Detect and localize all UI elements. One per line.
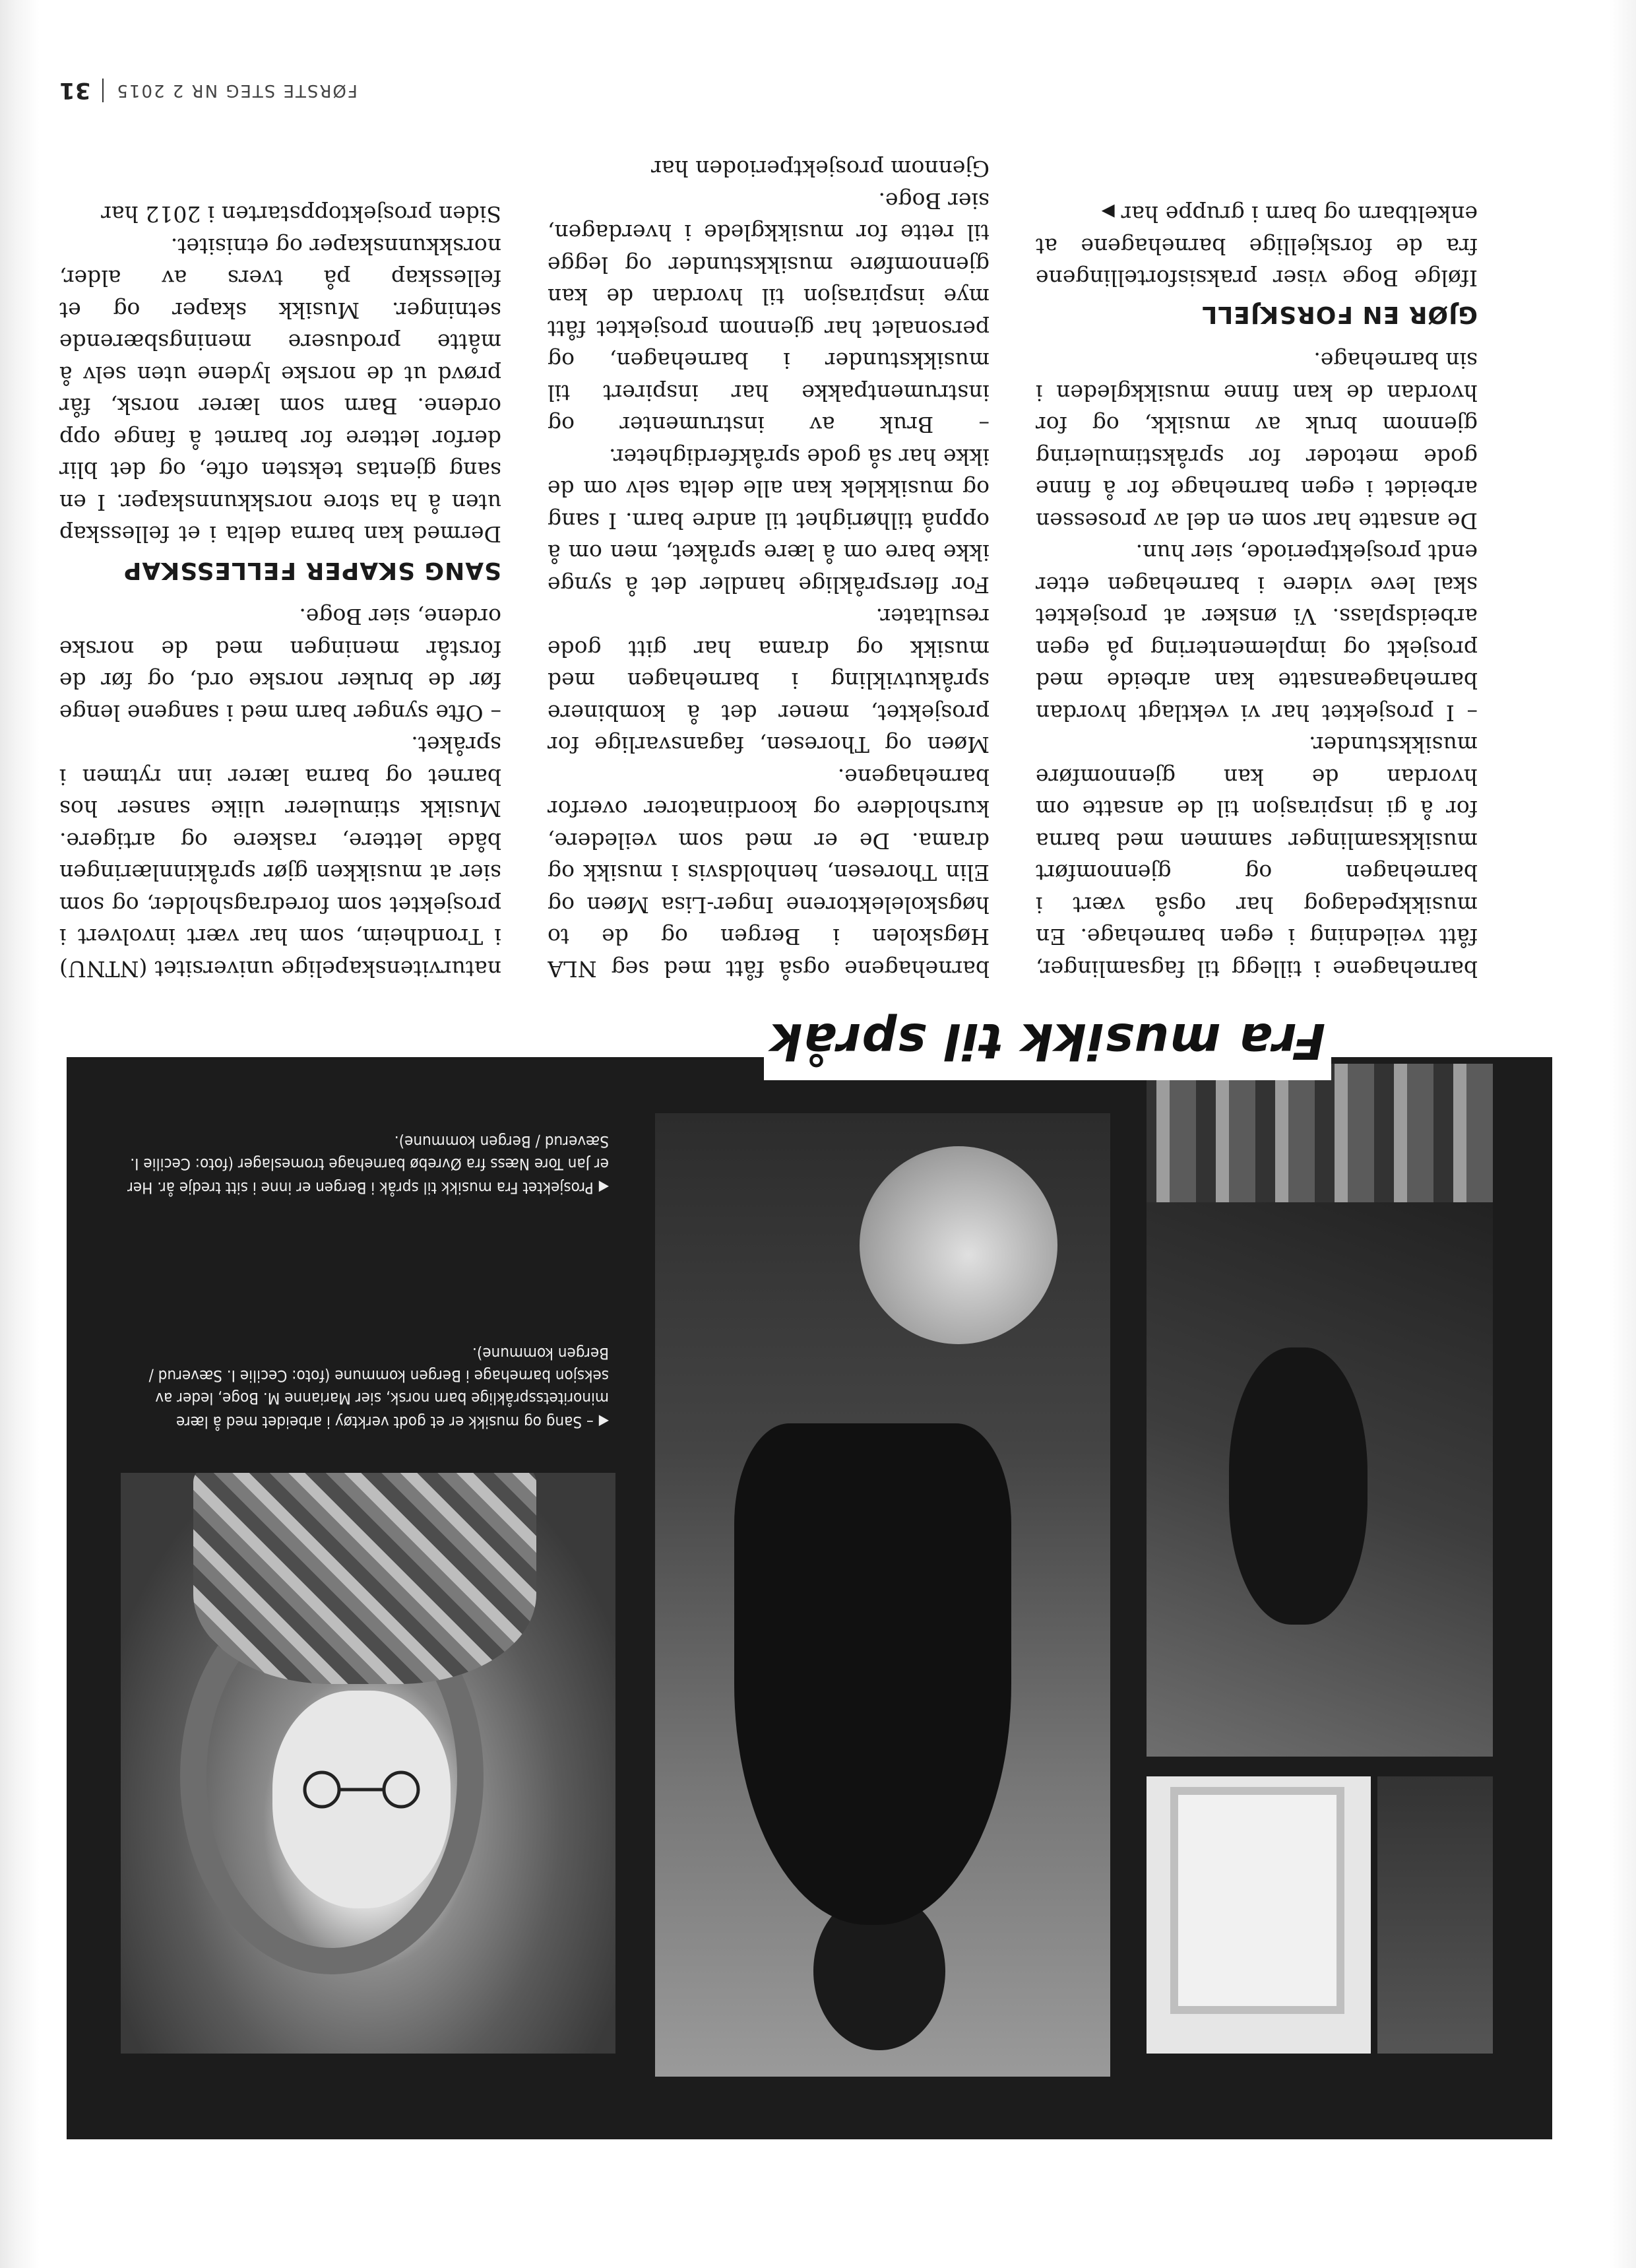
photo-instruments-row (1147, 1064, 1493, 1202)
footer-divider (102, 79, 104, 102)
footer-label: FØRSTE STEG NR 2 2015 (115, 81, 358, 100)
paragraph-text: Ifølge Boge viser praksisfortellingene fra de forskjellige barnehagene at enkeltbarn og barn i gruppe har (1036, 201, 1478, 292)
article-column-1 (1036, 133, 1478, 985)
scan-edge-shadow-left (1610, 0, 1636, 2268)
page-number: 31 (59, 77, 91, 104)
paragraph: Dermed kan barna delta i et fellesskap uten å ha store norskkunnskaper. I en sang gjentas teksten ofte, og det blir derfor lettere for barnet å fange opp ordene. Barn som lærer norsk, får prøvd ut de norske lydene uten selv å måtte produsere meningsbærende setninger. Musikk skaper og et fellesskap på tvers av alder, norskkunnskaper og etnisitet. (59, 234, 501, 548)
photo-wall-dark (1377, 1776, 1493, 2054)
woman-scarf (193, 1473, 536, 1684)
paragraph: barnehagene i tillegg til fagsamlinger, fått veiledning i egen barnehage. En musikkpedagog har også vært i barnehagen og gjennomført musikksamlinger sammen med barna for å gi inspirasjon til de ansatte om hvordan de kan gjennomføre musikkstunder. (1036, 732, 1478, 982)
paragraph: Gjennom prosjektperioden har (651, 156, 990, 182)
section-heading: GJØR EN FORSKJELL (1201, 301, 1478, 328)
headline: Fra musikk til språk (769, 1012, 1326, 1069)
paragraph: – Bruk av instrumenter og instrumentpakke har inspirert til musikkstunder i barnehagen, og personalet har gjennom prosjektet fått mye inspirasjon til hvordan de kan gjennomføre musikkstunder og legge til rette for musikkglede i hverdagen, sier Boge. (548, 188, 990, 438)
headline-box (764, 1001, 1331, 1080)
article-column-2 (548, 133, 990, 985)
paragraph: De ansatte har som en del av prosessen arbeidet i egen barnehage for å finne gode metoder for språkstimulering gjennom bruk av musikk, og for hvordan de kan finne musikkgleden i sin barnehage. (1036, 348, 1478, 534)
photo-band (67, 1012, 1552, 2139)
picture-frame-inner (1170, 1787, 1344, 2014)
caption-project-text: Prosjektet Fra musikk til språk i Bergen er inne i sitt tredje år. Her er Jan Tore Næss fra Øvrebø barnehage tromeslager (foto: Cecilie I. Sæverud / Bergen kommune). (127, 1132, 609, 1197)
paragraph: Siden prosjektoppstarten i 2012 har (101, 201, 501, 228)
caption-project (121, 1130, 609, 1199)
paragraph (1036, 196, 1478, 294)
photo-child-with-drum (655, 1113, 1110, 2077)
caption-triangle-icon: ◀ (598, 1179, 609, 1195)
photo-marianne-boge (121, 1473, 615, 2054)
paragraph: barnehagene også fått med seg NLA Høgskolen i Bergen og de to høgskolelektorene Inger-Lisa Møen og Elin Thoresen, henholdsvis i musikk og drama. De er med som veiledere, kursholdere og koordinatorer overfor barnehagene. (548, 764, 990, 982)
child-body (734, 1423, 1011, 1925)
caption-woman (121, 1342, 609, 1433)
section-heading: SANG SKAPER FELLESSKAP (123, 557, 501, 584)
caption-woman-text: – Sang og musikk er et godt verktøy i arbeidet med å lære minoritetsspråklige barn norsk, sier Marianne M. Boge, leder av seksjon barnehage i Bergen kommune (foto: Cecilie I. Sæverud / Bergen kommune). (148, 1344, 609, 1431)
paragraph: – I prosjektet har vi vektlagt hvordan barnehageansatte kan arbeide med prosjekt og implementering på egen arbeidsplass. Vi ønsker at prosjektet skal leve videre i barnehagen etter endt prosjektperiode, sier hun. (1036, 540, 1478, 726)
paragraph: naturvitenskapelige universitet (NTNU) i Trondheim, som har vært involvert i prosjektet som foredragsholder, og som sier at musikken gjør språkinnlæringen både lettere, raskere og artigere. Musikk stimulerer ulike sanser hos barnet og barna lærer inn rytmen i språket. (59, 732, 501, 982)
continue-arrow-icon: ▶ (1101, 202, 1115, 222)
photo-person-standing (1147, 1202, 1493, 1757)
photo-picture-frame (1147, 1776, 1371, 2054)
article-column-3 (59, 133, 501, 985)
person-silhouette (1229, 1347, 1368, 1625)
scan-edge-shadow (0, 0, 40, 2268)
article-columns (59, 133, 1478, 985)
paragraph: – Ofte synger barn med i sangene lenge før de bruker norske ord, og før de forstår meningen med de norske ordene, sier Boge. (59, 604, 501, 726)
page-footer (59, 71, 521, 110)
caption-triangle-icon: ◀ (598, 1413, 609, 1429)
glasses-icon (286, 1770, 437, 1809)
paragraph: For flerspråklige handler det å synge ikke bare om å lære språket, men om å oppnå tilhørighet til andre barn. I sang og musikklek kan alle delta selv om de ikke har så gode språkferdigheter. (548, 444, 990, 598)
paragraph: Møen og Thoresen, fagansvarlige for prosjektet, mener det å kombinere språkutvikling i barnehagen med musikk og drama har gitt gode resultater. (548, 604, 990, 758)
drum (860, 1146, 1057, 1344)
